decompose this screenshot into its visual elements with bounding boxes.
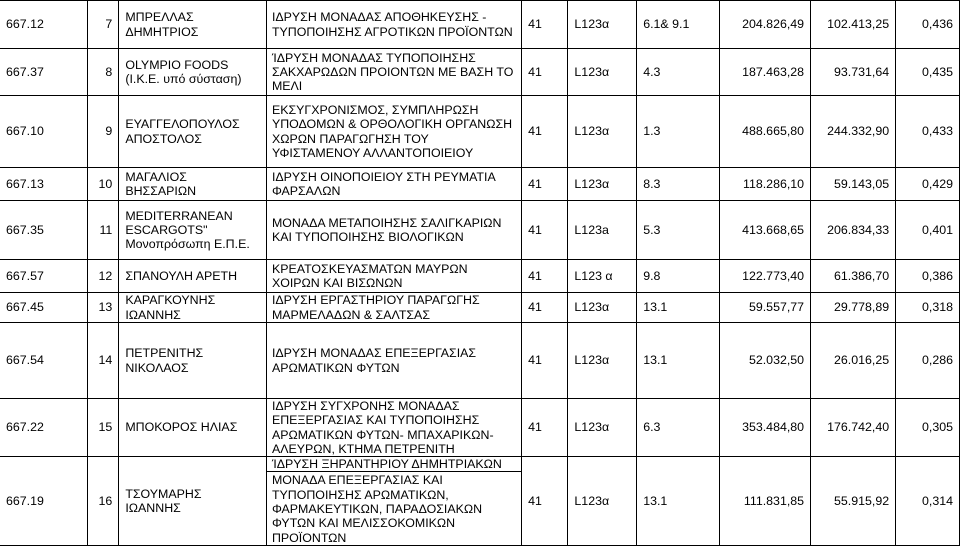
row-project-description-text: ΊΔΡΥΣΗ ΜΟΝΑΔΑΣ ΤΥΠΟΠΟΙΗΣΗΣ ΣΑΚΧΑΡΩΔΩΝ ΠΡΟΙΟΝΤΩΝ ΜΕ ΒΑΣΗ ΤΟ ΜΕΛΙ: [271, 50, 514, 94]
row-extra-description: ΜΟΝΑΔΑ ΕΠΕΞΕΡΓΑΣΙΑΣ ΚΑΙ ΤΥΠΟΠΟΙΗΣΗΣ ΑΡΩΜΑΤΙΚΩΝ, ΦΑΡΜΑΚΕΥΤΙΚΩΝ, ΠΑΡΑΔΟΣΙΑΚΩΝ ΦΥΤΩΝ ΚΑΙ ΜΕΛΙΣΣΟΚΟΜΙΚΩΝ ΠΡΟΪΟΝΤΩΝ: [267, 471, 521, 544]
row-code: [568, 293, 637, 323]
row-score: [0, 457, 88, 546]
row-project-description-text: ΜΟΝΑΔΑ ΜΕΤΑΠΟΙΗΣΗΣ ΣΑΛΙΓΚΑΡΙΩΝ ΚΑΙ ΤΥΠΟΠΟΙΗΣΗΣ ΒΙΟΛΟΓΙΚΩΝ: [271, 215, 502, 244]
row-score-text: 667.35: [6, 222, 44, 237]
row-score-text: 667.19: [6, 493, 44, 508]
row-subsidy-text: 61.386,70: [834, 268, 890, 283]
row-subsidy-text: 102.413,25: [827, 17, 890, 32]
row-subsidy-text: 59.143,05: [834, 176, 890, 191]
row-subsidy-text: 29.778,89: [834, 300, 890, 315]
row-budget: [719, 49, 810, 96]
row-index-text: 0,429: [921, 176, 953, 191]
row-measure-text: 6.1& 9.1: [643, 17, 690, 32]
row-category-text: 41: [528, 493, 542, 508]
row-measure: [637, 1, 720, 49]
table-row: [0, 1, 960, 49]
row-applicant-name: [119, 323, 267, 399]
row-score-text: 667.54: [6, 353, 44, 368]
row-index: [896, 399, 960, 457]
table-row: [0, 260, 960, 293]
row-score: [0, 260, 88, 293]
row-rank: [88, 1, 119, 49]
row-rank-text: 12: [98, 268, 113, 283]
row-category-text: 41: [528, 353, 542, 368]
row-code: [568, 96, 637, 168]
row-code: [568, 260, 637, 293]
row-index-text: 0,401: [921, 222, 953, 237]
row-category-text: 41: [528, 176, 542, 191]
row-project-description-text: ΚΡΕΑΤΟΣΚΕΥΑΣΜΑΤΩΝ ΜΑΥΡΩΝ ΧΟΙΡΩΝ ΚΑΙ ΒΙΣΩΝΩΝ: [271, 261, 468, 290]
row-applicant-name: [119, 168, 267, 201]
row-category-text: 41: [528, 124, 542, 139]
row-applicant-name: [119, 293, 267, 323]
table-row: [0, 96, 960, 168]
row-code: [568, 201, 637, 260]
row-applicant-name-text: ΠΕΤΡΕΝΙΤΗΣ ΝΙΚΟΛΑΟΣ: [125, 346, 204, 375]
row-category-text: 41: [528, 420, 542, 435]
row-rank: [88, 96, 119, 168]
row-project-description: [266, 399, 521, 457]
table-row: [0, 457, 960, 546]
row-rank-text: 8: [105, 64, 113, 79]
row-project-description: [266, 323, 521, 399]
row-rank-text: 9: [105, 124, 113, 139]
row-measure: [637, 49, 720, 96]
row-project-description: [266, 49, 521, 96]
row-index-text: 0,314: [921, 493, 953, 508]
row-index-text: 0,433: [921, 124, 953, 139]
row-index: [896, 96, 960, 168]
row-applicant-name: [119, 201, 267, 260]
row-subsidy-text: 26.016,25: [834, 353, 890, 368]
row-index: [896, 49, 960, 96]
row-applicant-name: [119, 399, 267, 457]
row-code-text: L123α: [574, 17, 610, 32]
row-measure: [637, 323, 720, 399]
row-measure: [637, 293, 720, 323]
row-index: [896, 260, 960, 293]
row-code: [568, 49, 637, 96]
row-rank: [88, 49, 119, 96]
row-index-text: 0,318: [921, 300, 953, 315]
row-score-text: 667.22: [6, 420, 44, 435]
row-budget: [719, 168, 810, 201]
row-category: [522, 457, 568, 546]
row-budget: [719, 323, 810, 399]
row-index: [896, 201, 960, 260]
row-rank-text: 15: [98, 420, 113, 435]
row-budget-text: 52.032,50: [748, 353, 805, 368]
row-subsidy: [811, 168, 896, 201]
row-subsidy: [811, 260, 896, 293]
row-project-description: [266, 168, 521, 201]
row-code: [568, 1, 637, 49]
row-subsidy: [811, 323, 896, 399]
row-index: [896, 457, 960, 546]
row-score: [0, 1, 88, 49]
row-project-description-text: ΙΔΡΥΣΗ ΜΟΝΑΔΑΣ ΑΠΟΘΗΚΕΥΣΗΣ - ΤΥΠΟΠΟΙΗΣΗΣ ΑΓΡΟΤΙΚΩΝ ΠΡΟΪΟΝΤΩΝ: [271, 10, 513, 39]
row-applicant-name: [119, 260, 267, 293]
row-applicant-name: [119, 49, 267, 96]
row-budget: [719, 399, 810, 457]
row-measure: [637, 399, 720, 457]
row-score-text: 667.37: [6, 64, 44, 79]
row-budget-text: 111.831,85: [743, 493, 805, 508]
row-rank: [88, 399, 119, 457]
row-code-text: L123α: [574, 300, 610, 315]
row-applicant-name-text: MEDITERRANEAN ESCARGOTS" Μονοπρόσωπη Ε.Π.Ε.: [125, 208, 250, 252]
row-budget: [719, 201, 810, 260]
row-index: [896, 323, 960, 399]
row-category-text: 41: [528, 17, 542, 32]
row-score-text: 667.10: [6, 124, 44, 139]
row-rank: [88, 293, 119, 323]
table-row: [0, 293, 960, 323]
row-category-text: 41: [528, 64, 542, 79]
row-rank-text: 11: [99, 222, 113, 237]
row-measure: [637, 260, 720, 293]
row-subsidy: [811, 201, 896, 260]
row-rank: [88, 168, 119, 201]
row-category-text: 41: [528, 222, 542, 237]
row-project-description-text: ΊΔΡΥΣΗ ΞΗΡΑΝΤΗΡΙΟΥ ΔΗΜΗΤΡΙΑΚΩΝ: [271, 457, 502, 472]
row-project-description-text: ΕΚΣΥΓΧΡΟΝΙΣΜΟΣ, ΣΥΜΠΛΗΡΩΣΗ ΥΠΟΔΟΜΩΝ & ΟΡΘΟΛΟΓΙΚΗ ΟΡΓΑΝΩΣΗ ΧΩΡΩΝ ΠΑΡΑΓΩΓΗΣΗ ΤΟΥ ΥΦΙΣΤΑΜΕΝΟΥ ΑΛΛΑΝΤΟΠΟΙΕΙΟΥ: [271, 102, 513, 160]
row-rank-text: 10: [98, 176, 113, 191]
row-code-text: L123 α: [574, 268, 613, 283]
row-category: [522, 293, 568, 323]
row-budget: [719, 1, 810, 49]
row-project-description: [266, 1, 521, 49]
row-category: [522, 323, 568, 399]
row-subsidy: [811, 49, 896, 96]
row-category: [522, 201, 568, 260]
row-code: [568, 399, 637, 457]
row-subsidy-text: 176.742,40: [827, 420, 890, 435]
table-row: [0, 168, 960, 201]
row-measure: [637, 201, 720, 260]
row-rank: [88, 260, 119, 293]
table-row: [0, 399, 960, 457]
row-applicant-name-text: ΜΑΓΑΛΙΟΣ ΒΗΣΣΑΡΙΩΝ: [125, 169, 197, 198]
row-budget-text: 353.484,80: [742, 420, 805, 435]
row-budget: [719, 96, 810, 168]
row-score: [0, 323, 88, 399]
row-index: [896, 168, 960, 201]
table-row: [0, 323, 960, 399]
row-applicant-name: [119, 96, 267, 168]
row-category: [522, 49, 568, 96]
row-applicant-name-text: OLYMPIO FOODS (Ι.Κ.Ε. υπό σύσταση): [125, 57, 242, 86]
row-measure: [637, 168, 720, 201]
row-code: [568, 457, 637, 546]
row-score: [0, 168, 88, 201]
row-budget: [719, 457, 810, 546]
row-applicant-name: [119, 457, 267, 546]
row-project-description-text: ΙΔΡΥΣΗ ΣΥΓΧΡΟΝΗΣ ΜΟΝΑΔΑΣ ΕΠΕΞΕΡΓΑΣΙΑΣ ΚΑΙ ΤΥΠΟΠΟΙΗΣΗΣ ΑΡΩΜΑΤΙΚΩΝ ΦΥΤΩΝ- ΜΠΑΧΑΡΙΚΩΝ-ΑΛΕΥΡΩΝ, ΚΤΗΜΑ ΠΕΤΡΕΝΙΤΗ: [271, 399, 494, 456]
row-code-text: L123a: [574, 222, 609, 237]
row-index-text: 0,436: [921, 17, 953, 32]
row-index-text: 0,386: [921, 268, 953, 283]
row-subsidy: [811, 96, 896, 168]
row-budget-text: 187.463,28: [742, 64, 805, 79]
row-budget-text: 204.826,49: [742, 17, 805, 32]
row-rank-text: 7: [105, 17, 113, 32]
row-project-description: [266, 457, 521, 546]
row-subsidy-text: 206.834,33: [827, 222, 890, 237]
table-body: [0, 1, 960, 546]
row-budget-text: 122.773,40: [742, 268, 805, 283]
table-row: [0, 49, 960, 96]
row-code-text: L123α: [574, 64, 610, 79]
row-subsidy: [811, 399, 896, 457]
row-measure-text: 9.8: [643, 268, 661, 283]
row-applicant-name-text: ΜΠΟΚΟΡΟΣ ΗΛΙΑΣ: [125, 420, 238, 435]
row-project-description: [266, 201, 521, 260]
row-budget-text: 413.668,65: [742, 222, 805, 237]
row-subsidy: [811, 293, 896, 323]
row-rank: [88, 323, 119, 399]
row-code-text: L123α: [574, 124, 610, 139]
row-budget: [719, 260, 810, 293]
row-subsidy-text: 55.915,92: [834, 493, 890, 508]
row-rank: [88, 201, 119, 260]
row-code: [568, 323, 637, 399]
table-row: [0, 201, 960, 260]
row-code-text: L123α: [574, 493, 610, 508]
row-applicant-name-text: ΕΥΑΓΓΕΛΟΠΟΥΛΟΣ ΑΠΟΣΤΟΛΟΣ: [125, 117, 240, 146]
row-measure: [637, 96, 720, 168]
row-score-text: 667.45: [6, 300, 44, 315]
row-category-text: 41: [528, 268, 542, 283]
row-subsidy-text: 244.332,90: [827, 124, 890, 139]
row-index: [896, 1, 960, 49]
row-measure-text: 5.3: [643, 222, 661, 237]
row-rank-text: 13: [98, 300, 113, 315]
row-measure-text: 13.1: [643, 353, 668, 368]
row-score: [0, 49, 88, 96]
row-index-text: 0,305: [921, 420, 953, 435]
row-index: [896, 293, 960, 323]
row-measure-text: 1.3: [643, 124, 661, 139]
row-category: [522, 399, 568, 457]
row-measure-text: 13.1: [643, 300, 668, 315]
row-measure-text: 8.3: [643, 176, 661, 191]
row-rank: [88, 457, 119, 546]
row-category: [522, 96, 568, 168]
row-project-description-text: ΙΔΡΥΣΗ ΟΙΝΟΠΟΙΕΙΟΥ ΣΤΗ ΡΕΥΜΑΤΙΑ ΦΑΡΣΑΛΩΝ: [271, 169, 496, 198]
row-score-text: 667.13: [6, 176, 44, 191]
row-project-description: [266, 293, 521, 323]
row-measure-text: 4.3: [643, 64, 661, 79]
row-applicant-name-text: ΚΑΡΑΓΚΟΥΝΗΣ ΙΩΑΝΝΗΣ: [125, 293, 216, 322]
row-index-text: 0,286: [921, 353, 953, 368]
row-subsidy: [811, 457, 896, 546]
row-category-text: 41: [528, 300, 542, 315]
row-subsidy: [811, 1, 896, 49]
row-budget: [719, 293, 810, 323]
row-applicant-name: [119, 1, 267, 49]
row-score: [0, 96, 88, 168]
row-index-text: 0,435: [921, 64, 953, 79]
row-rank-text: 16: [98, 493, 113, 508]
row-measure-text: 13.1: [643, 493, 668, 508]
row-category: [522, 260, 568, 293]
row-budget-text: 118.286,10: [742, 176, 805, 191]
row-project-description: [266, 260, 521, 293]
row-budget-text: 488.665,80: [742, 124, 805, 139]
row-code-text: L123α: [574, 420, 610, 435]
row-code-text: L123α: [574, 176, 610, 191]
row-score-text: 667.12: [6, 17, 44, 32]
row-budget-text: 59.557,77: [748, 300, 805, 315]
row-code-text: L123α: [574, 353, 610, 368]
row-measure-text: 6.3: [643, 420, 661, 435]
row-applicant-name-text: ΤΣΟΥΜΑΡΗΣ ΙΩΑΝΝΗΣ: [125, 486, 202, 516]
row-subsidy-text: 93.731,64: [834, 64, 890, 79]
row-applicant-name-text: ΣΠΑΝΟΥΛΗ ΑΡΕΤΗ: [125, 268, 238, 283]
row-score: [0, 399, 88, 457]
row-project-description-text: ΙΔΡΥΣΗ ΜΟΝΑΔΑΣ ΕΠΕΞΕΡΓΑΣΙΑΣ ΑΡΩΜΑΤΙΚΩΝ ΦΥΤΩΝ: [271, 346, 477, 375]
row-measure: [637, 457, 720, 546]
row-category: [522, 1, 568, 49]
row-score-text: 667.57: [6, 268, 44, 283]
row-score: [0, 201, 88, 260]
row-score: [0, 293, 88, 323]
row-rank-text: 14: [98, 353, 113, 368]
row-category: [522, 168, 568, 201]
row-project-description: [266, 96, 521, 168]
row-applicant-name-text: ΜΠΡΕΛΛΑΣ ΔΗΜΗΤΡΙΟΣ: [125, 10, 199, 39]
row-project-description-text: ΙΔΡΥΣΗ ΕΡΓΑΣΤΗΡΙΟΥ ΠΑΡΑΓΩΓΗΣ ΜΑΡΜΕΛΑΔΩΝ & ΣΑΛΤΣΑΣ: [271, 293, 480, 322]
row-code: [568, 168, 637, 201]
